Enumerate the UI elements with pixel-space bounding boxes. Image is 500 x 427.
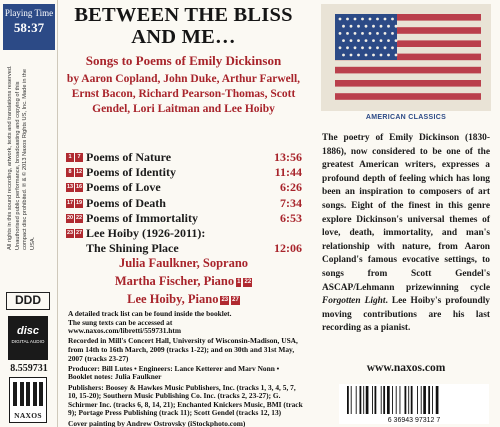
track-title: Poems of Nature xyxy=(86,150,172,164)
center-panel xyxy=(59,0,308,427)
compact-disc-logo-sub: DIGITAL AUDIO xyxy=(11,339,45,344)
performer-track-badge: 27 xyxy=(232,296,239,303)
track-title: Poems of Love xyxy=(86,180,161,195)
track-range-badge: 20 22 xyxy=(66,214,83,221)
composer-list: by Aaron Copland, John Duke, Arthur Farwell, Ernst Bacon, Richard Pearson-Thomas, Scott Gendel, Lori Laitman and Lee Hoiby xyxy=(66,73,301,116)
playing-time-label: Playing Time xyxy=(4,8,54,18)
track-row xyxy=(66,226,302,256)
track-duration: 6:26 xyxy=(280,180,302,195)
track-title: Lee Hoiby (1926-2011): xyxy=(86,225,206,240)
barcode-digits: 6 36943 97312 7 xyxy=(387,417,441,424)
track-row xyxy=(66,180,302,195)
track-row xyxy=(66,196,302,211)
recording-info: Recorded in Mill's Concert Hall, University of Wisconsin-Madison, USA, from 14th to 16th March, 2009 (tracks 1-22); and on 30th and 31st May, 2007 (tracks 23-27) xyxy=(68,336,298,363)
track-title: Poems of Immortality xyxy=(86,210,198,225)
performer: Martha Fischer, Piano 1 22 xyxy=(114,274,252,288)
track-range-badge: 23 27 xyxy=(66,229,83,236)
track-list xyxy=(66,150,302,256)
track-duration: 13:56 xyxy=(274,150,302,164)
performer-track-badge: 22 xyxy=(244,278,252,285)
performer: Lee Hoiby, Piano 23 27 xyxy=(127,292,239,306)
performer: Julia Faulkner, Soprano xyxy=(118,256,249,270)
credits: Producer: Bill Lutes • Engineers: Lance Ketterer and Marv Nonn • Booklet notes: Julia Faulkner xyxy=(68,363,280,382)
american-flag-image xyxy=(321,4,491,111)
performer-track-badge: 23 xyxy=(221,296,229,303)
compact-disc-logo xyxy=(8,316,48,360)
catalog-number: 8.559731 xyxy=(10,363,48,374)
track-range-badge: 8 12 xyxy=(66,168,83,177)
album-subtitle: Songs to Poems of Emily Dickinson xyxy=(85,53,282,68)
track-duration: 6:53 xyxy=(280,210,302,225)
cycle-title: Forgotten Light xyxy=(322,296,386,307)
track-title-line2: The Shining Place xyxy=(86,240,179,255)
album-description: The poetry of Emily Dickinson (1830-1886), now considered to be one of the greatest American writers, expresses a profound depth of feeling which has long been an inspiration to composers of art songs. Eight of the finest in this genre explore Dickinson's universal themes of love, death, immortality, and man's relationship with nature, from Aaron Copland's famous evocative settings, to songs from Scott Gendel's ASCAP/Lehmann prizewinning cycle Forgotten Light. Lee Hoiby's profoundly moving contributions are his last recording as a pianist. xyxy=(322,133,490,334)
track-row xyxy=(66,165,302,180)
performer-track-badge: 1 xyxy=(237,278,241,285)
track-row xyxy=(66,150,302,165)
track-title: Poems of Death xyxy=(86,195,166,210)
track-range-badge: 17 19 xyxy=(66,199,83,206)
ddd-badge: DDD xyxy=(6,292,50,310)
tracklist-note: A detailed track list can be found inside the booklet. The sung texts can be accessed at www.naxos.com/libretti/559731.htm xyxy=(68,309,232,336)
track-range-badge: 13 16 xyxy=(66,184,83,191)
rights-text: All rights in this sound recording, artwork, texts and translations reserved. Unauthorised public performance, broadcasting and copying of this compact disc prohibited. ℗ & © 2013 Naxos Rights US, Inc. Made in the USA. xyxy=(7,65,36,250)
track-title: Poems of Identity xyxy=(86,165,176,180)
track-duration: 12:06 xyxy=(274,240,302,255)
website-link[interactable]: www.naxos.com xyxy=(366,362,446,374)
performer-list xyxy=(59,254,308,308)
recording-notes xyxy=(68,310,304,427)
naxos-logo-text: NAXOS xyxy=(14,411,42,420)
flag-icon xyxy=(321,4,491,111)
spine xyxy=(0,0,58,427)
rights-notice xyxy=(7,60,55,250)
naxos-logo xyxy=(9,377,47,423)
track-duration: 7:34 xyxy=(280,195,302,210)
barcode-icon xyxy=(339,384,489,424)
naxos-columns-icon xyxy=(13,382,43,406)
right-panel xyxy=(309,0,500,427)
publishers: Publishers: Boosey & Hawkes Music Publishers, Inc. (tracks 1, 3, 4, 5, 7, 10, 15-20); Southern Music Publishing Co. Inc. (tracks 2, 23-27); G. Schirmer Inc. (tracks 6, 8, 14, 21); Enchanted Knickers Music, BMI (track 9); Portage Press Publishing (track 11); Scott Gendel (tracks 12, 13) xyxy=(68,382,303,418)
series-label: AMERICAN CLASSICS xyxy=(365,114,447,121)
compact-disc-logo-text: disc xyxy=(16,325,39,337)
libretti-url[interactable]: www.naxos.com/libretti/559731.htm xyxy=(68,326,181,336)
cover-credit: Cover painting by Andrew Ostrovsky (iStockphoto.com) xyxy=(68,418,246,427)
track-row xyxy=(66,211,302,226)
track-duration: 11:44 xyxy=(274,165,302,180)
album-title: BETWEEN THE BLISS AND ME… xyxy=(74,4,293,48)
playing-time-box xyxy=(3,4,55,50)
barcode xyxy=(339,384,489,424)
track-range-badge: 1 7 xyxy=(66,153,83,162)
playing-time: 58:37 xyxy=(13,20,45,35)
